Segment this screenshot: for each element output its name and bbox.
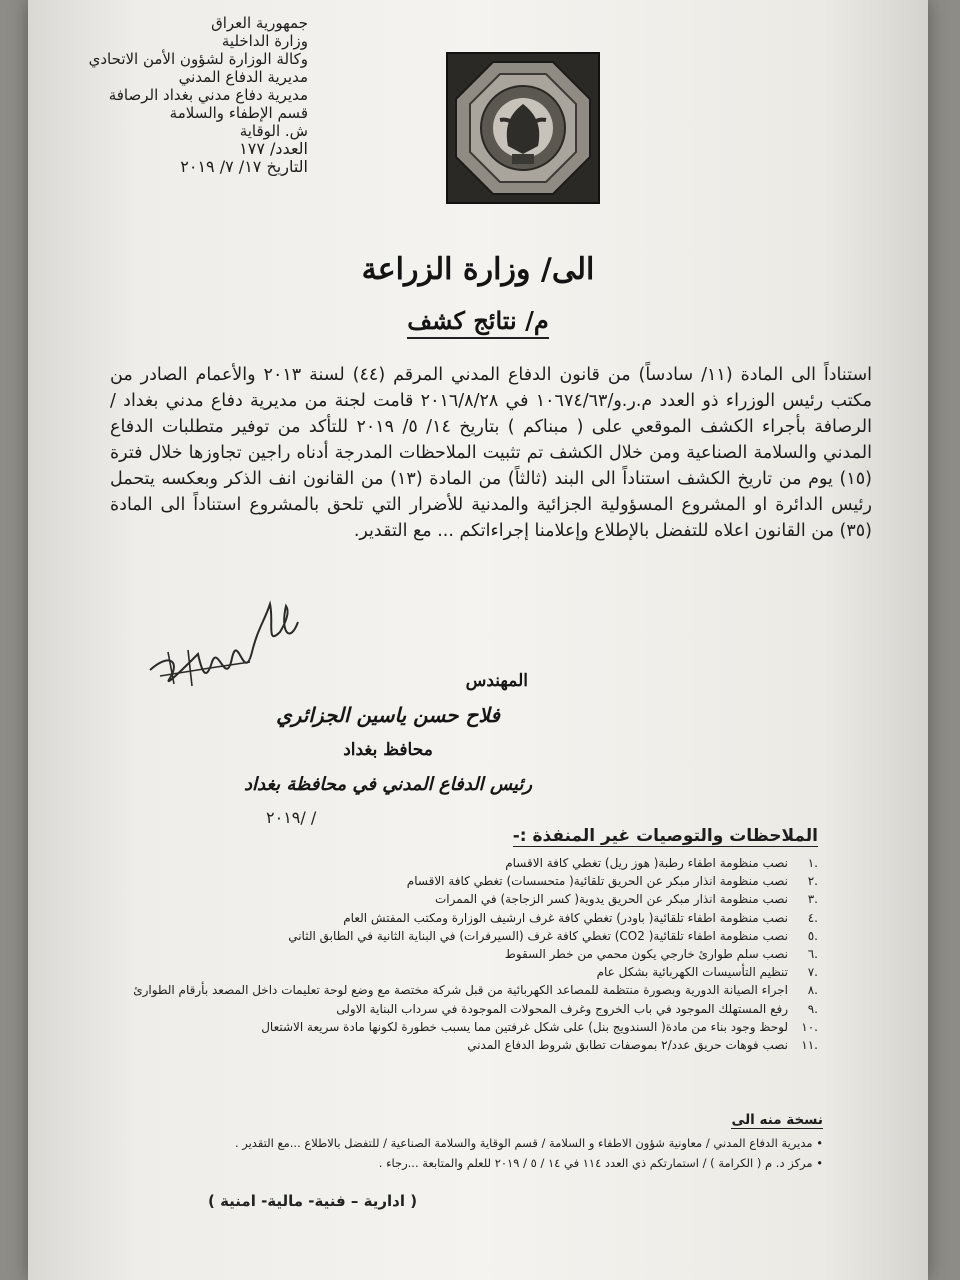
- header-country: جمهورية العراق: [211, 14, 308, 32]
- addressee: الى/ وزارة الزراعة: [361, 252, 595, 287]
- list-item: .٥نصب منظومة اطفاء تلقائية( CO2) تغطي كافة غرف (السيرفرات) في البناية الثانية في الطابق الثاني: [288, 928, 818, 943]
- list-item: .١١نصب فوهات حريق عدد/٢ بموصفات تطابق شروط الدفاع المدني: [467, 1038, 818, 1053]
- list-item: .٧تنظيم التأسيسات الكهربائية بشكل عام: [596, 965, 818, 980]
- letterhead: [8, 14, 308, 176]
- header-ministry: وزارة الداخلية: [221, 32, 308, 50]
- eagle-emblem-icon: [446, 52, 600, 204]
- body-paragraph: استناداً الى المادة (١١/ سادساً) من قانون الدفاع المدني المرقم (٤٤) لسنة ٢٠١٣ والأعمام الصادر من مكتب رئيس الوزراء ذو العدد م.ر.و/١٠٦٧٤/٦٣ في ٢٠١٦/٨/٢٨ قامت لجنة من مديرية دفاع مدني بغداد / الرصافة بأجراء الكشف الموقعي على ( مبناكم ) بتاريخ ١٤/ ٥/ ٢٠١٩ للتأكد من توفير متطلبات الدفاع المدني والسلامة الصناعية ومن خلال الكشف تم تثبيت الملاحظات المدرجة أدناه راجين تجاوزها خلال فترة (١٥) يوم من تاريخ الكشف استناداً الى البند (ثالثاً) من المادة (١٣) من القانون انف الذكر وبعكسه يتحمل رئيس الدائرة او المشروع المسؤولية الجزائية والمدنية للأضرار التي تلحق بالمشروع استناداً الى المادة (٣٥) من القانون اعلاه للتفضل بالإطلاع وإعلامنا إجراءاتكم ... مع التقدير.: [110, 365, 873, 541]
- list-item: .٤نصب منظومة اطفاء تلقائية( باودر) تغطي كافة غرف ارشيف الوزارة ومكتب المفتش العام: [343, 910, 818, 925]
- classification-footer: ( ادارية – فنية- مالية- امنية ): [208, 1192, 418, 1210]
- letter-body: [110, 362, 872, 544]
- copies-heading: نسخة منه الى: [731, 1112, 823, 1128]
- header-sub-directorate: مديرية دفاع مدني بغداد الرصافة: [108, 86, 308, 104]
- list-item: .١٠لوحظ وجود بناء من مادة( السندويج بنل) على شكل غرفتين مما يسبب خطورة لكونها مادة سريعة الاشتعال: [261, 1019, 818, 1034]
- list-item: .٢نصب منظومة انذار مبكر عن الحريق تلقائية( متحسسات) تغطي كافة الاقسام: [406, 874, 818, 889]
- list-item: • مديرية الدفاع المدني / معاونية شؤون الاطفاء و السلامة / قسم الوقاية والسلامة الصناعية / للتفضل بالاطلاع ...مع التقدير .: [234, 1136, 823, 1150]
- notes-list: [118, 854, 818, 1054]
- list-item: .٨اجراء الصيانة الدورية وبصورة منتظمة للمصاعد الكهربائية من قبل شركة مختصة مع وضع لوحة تعليمات داخل المصعد بأرقام الطوارئ: [133, 983, 818, 998]
- list-item: .٦نصب سلم طوارئ خارجي يكون محمي من خطر السقوط: [504, 947, 818, 962]
- notes-heading: الملاحظات والتوصيات غير المنفذة :-: [512, 826, 818, 846]
- signatory-role: محافظ بغداد: [343, 740, 433, 760]
- reference-number: العدد/ ١٧٧: [239, 139, 308, 158]
- subject-line: [28, 306, 928, 335]
- header-department: قسم الإطفاء والسلامة: [169, 104, 308, 122]
- emblem-graphic: [448, 54, 598, 202]
- signatory-position: رئيس الدفاع المدني في محافظة بغداد: [243, 774, 533, 795]
- copies-list: [123, 1133, 823, 1173]
- document-page: [28, 0, 928, 1280]
- header-directorate: مديرية الدفاع المدني: [178, 68, 308, 86]
- signature-date: / /٢٠١٩: [266, 808, 317, 827]
- signatory-name: فلاح حسن ياسين الجزائري: [276, 703, 500, 727]
- list-item: • مركز د. م ( الكرامة ) / استمارتكم ذي العدد ١١٤ في ١٤ / ٥ / ٢٠١٩ للعلم والمتابعة ...رجاء .: [378, 1156, 823, 1170]
- list-item: .١نصب منظومة اطفاء رطبة( هوز ريل) تغطي كافة الاقسام: [505, 856, 818, 870]
- signatory-title: المهندس: [465, 671, 528, 691]
- header-division: ش. الوقاية: [239, 122, 308, 140]
- list-item: .٣نصب منظومة انذار مبكر عن الحريق يدوية( كسر الزجاجة) في الممرات: [434, 892, 818, 907]
- list-item: .٩رفع المستهلك الموجود في باب الخروج وغرف المحولات الموجودة في سرداب البناية الاولى: [336, 1001, 818, 1016]
- signatory-block: [238, 665, 538, 803]
- reference-date: التاريخ ١٧/ ٧/ ٢٠١٩: [180, 157, 308, 176]
- subject-text: م/ نتائج كشف: [407, 306, 548, 339]
- header-agency: وكالة الوزارة لشؤون الأمن الاتحادي: [88, 50, 308, 68]
